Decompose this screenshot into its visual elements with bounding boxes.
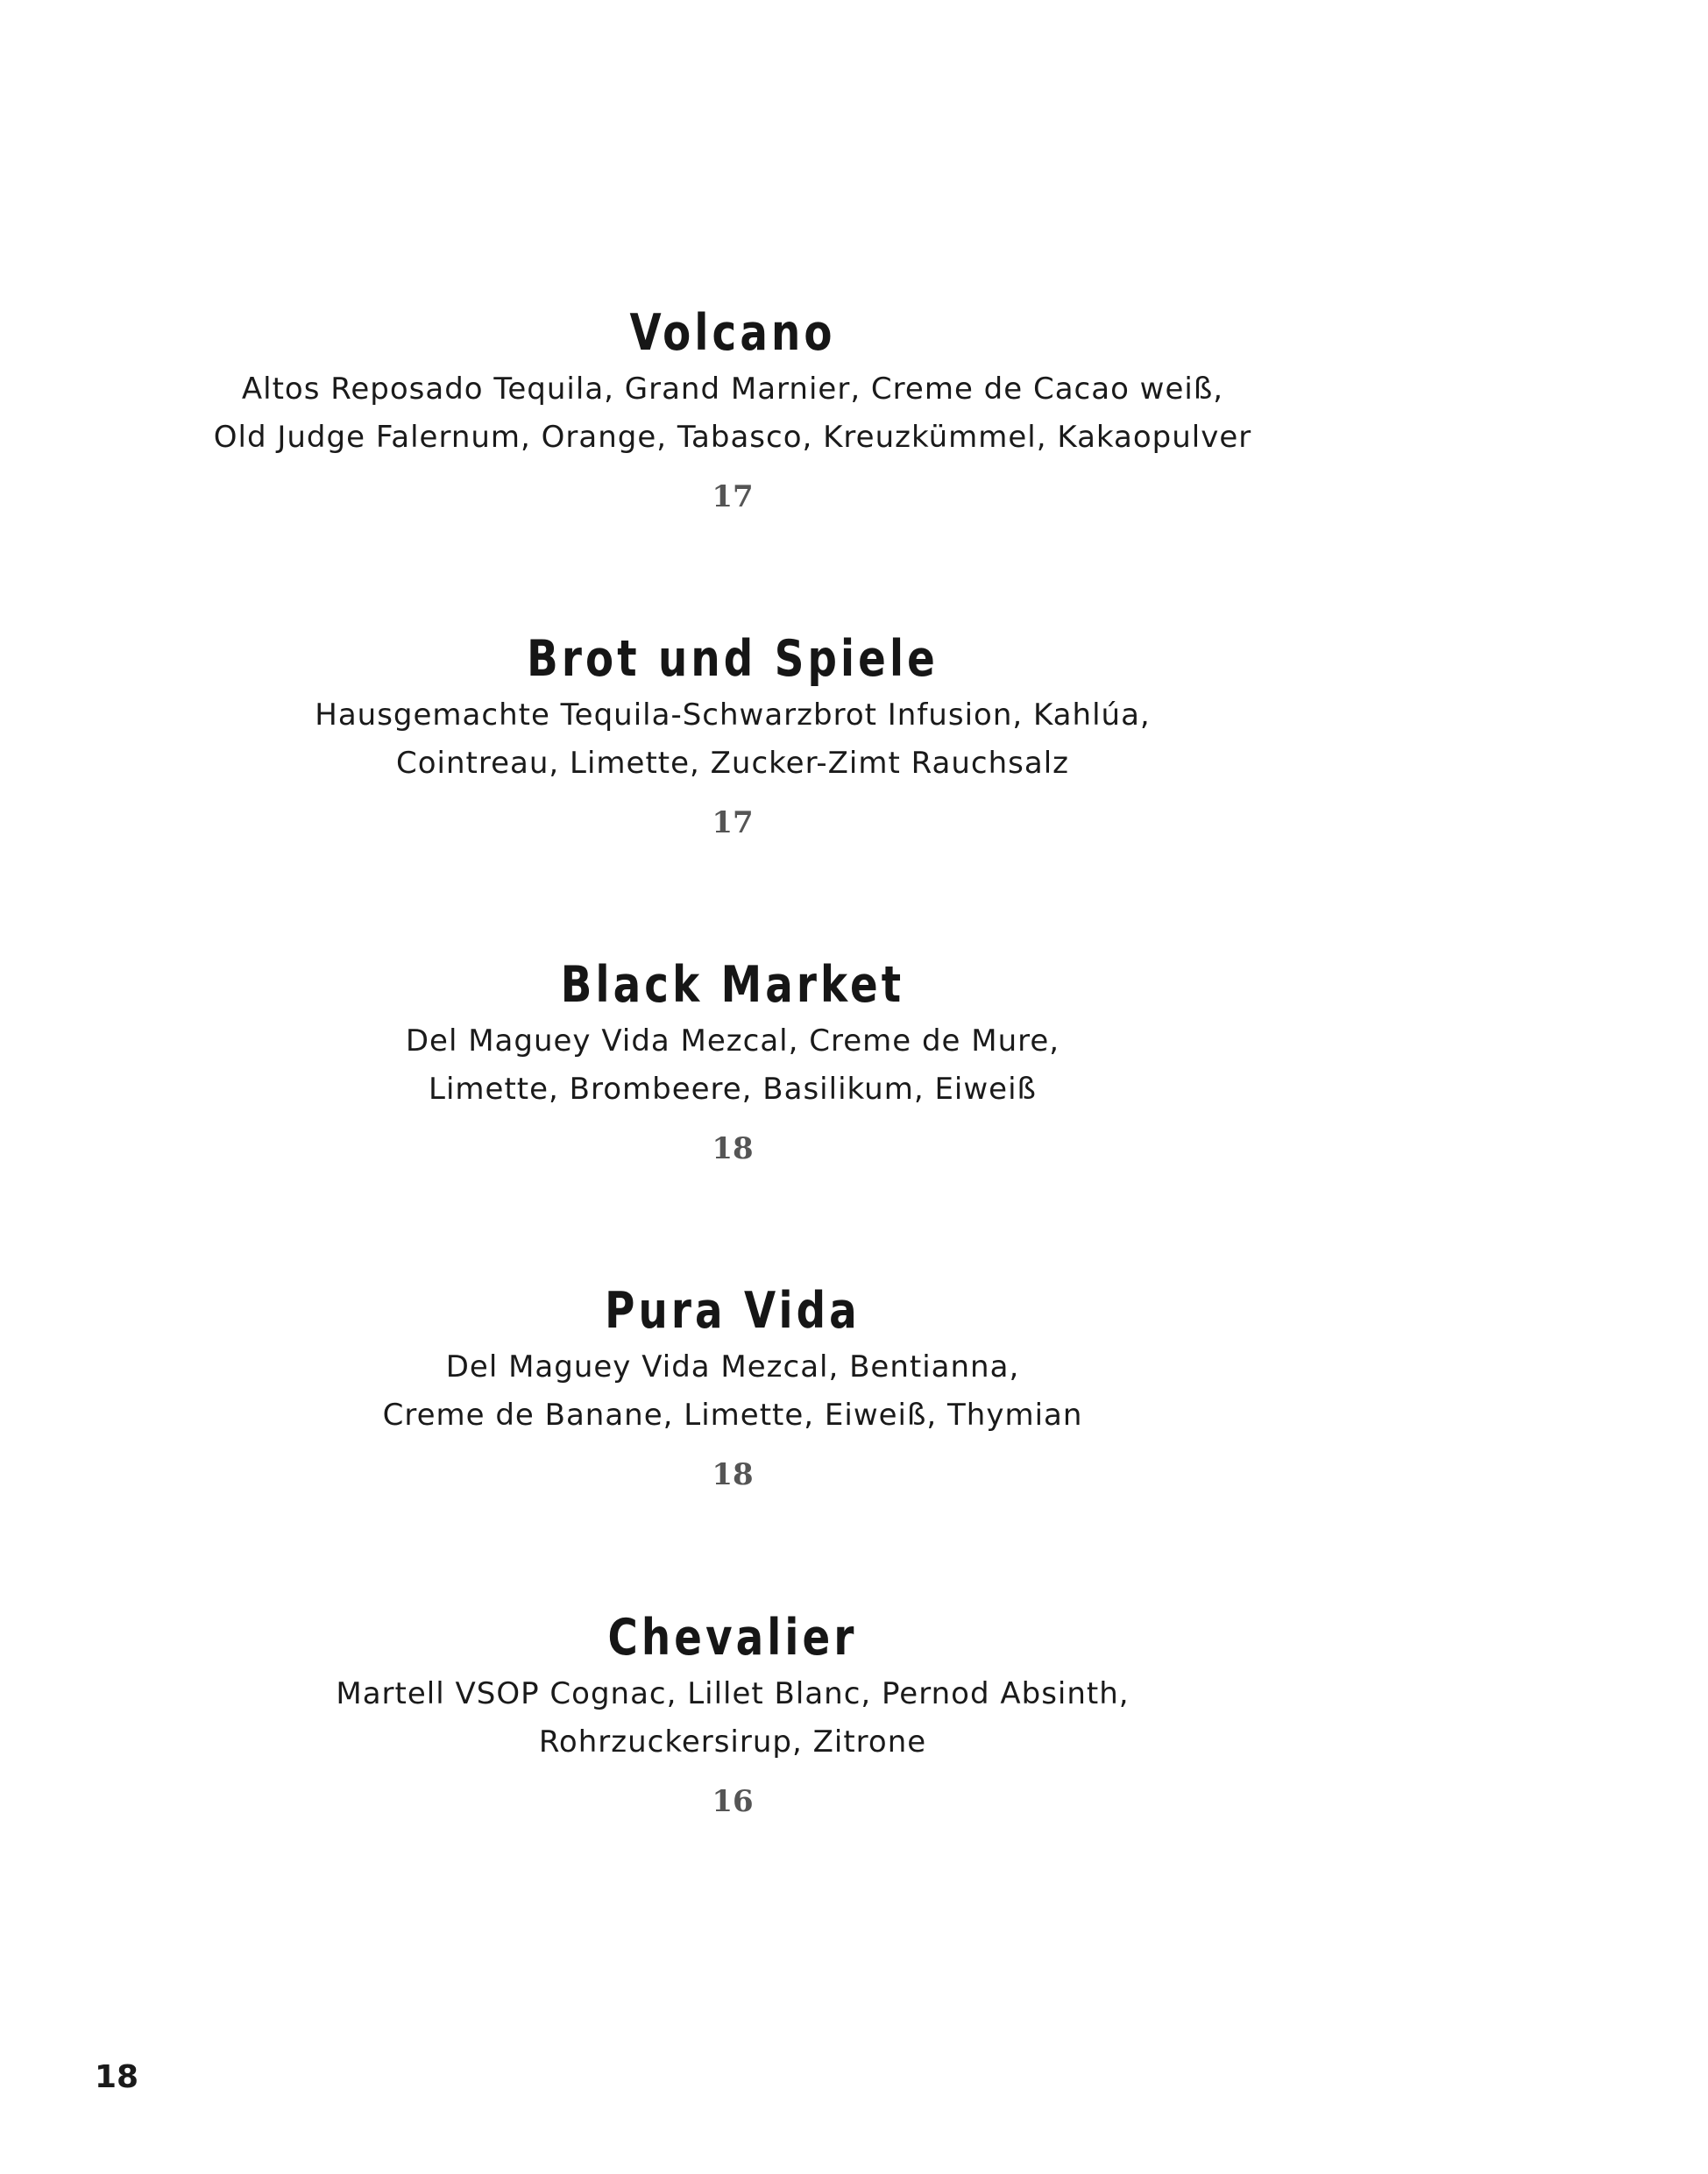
description-line: Cointreau, Limette, Zucker-Zimt Rauchsalz — [396, 746, 1069, 781]
page-number: 18 — [95, 2059, 139, 2095]
menu-item-title: Volcano — [629, 304, 836, 362]
menu-item-title: Pura Vida — [605, 1282, 861, 1340]
description-line: Del Maguey Vida Mezcal, Creme de Mure, — [405, 1023, 1060, 1059]
menu-item-title: Chevalier — [607, 1609, 858, 1667]
menu-item-volcano — [0, 302, 1465, 514]
menu-item-title: Brot und Spiele — [527, 630, 939, 688]
menu-item-price: 16 — [712, 1784, 754, 1819]
menu-item-description — [0, 1343, 1465, 1440]
menu-item-description — [0, 365, 1465, 462]
menu-item-price: 17 — [712, 805, 754, 840]
description-line: Hausgemachte Tequila-Schwarzbrot Infusion, Kahlúa, — [315, 698, 1151, 733]
menu-item-chevalier — [0, 1607, 1465, 1819]
description-line: Old Judge Falernum, Orange, Tabasco, Kreuzkümmel, Kakaopulver — [213, 420, 1252, 455]
menu-item-brot-und-spiele — [0, 628, 1465, 840]
description-line: Limette, Brombeere, Basilikum, Eiweiß — [429, 1072, 1037, 1107]
menu-item-price: 18 — [712, 1457, 754, 1492]
menu-item-price: 18 — [712, 1131, 754, 1166]
description-line: Creme de Banane, Limette, Eiweiß, Thymian — [382, 1398, 1083, 1433]
menu-item-title: Black Market — [560, 956, 905, 1014]
menu-item-description — [0, 1017, 1465, 1114]
menu-item-price: 17 — [712, 479, 754, 514]
menu-item-description — [0, 691, 1465, 788]
menu-item-description — [0, 1670, 1465, 1767]
description-line: Altos Reposado Tequila, Grand Marnier, Creme de Cacao weiß, — [241, 372, 1224, 407]
description-line: Martell VSOP Cognac, Lillet Blanc, Pernod Absinth, — [336, 1676, 1130, 1711]
description-line: Rohrzuckersirup, Zitrone — [538, 1724, 927, 1760]
menu-item-black-market — [0, 954, 1465, 1166]
menu-item-pura-vida — [0, 1280, 1465, 1492]
description-line: Del Maguey Vida Mezcal, Bentianna, — [445, 1349, 1020, 1384]
